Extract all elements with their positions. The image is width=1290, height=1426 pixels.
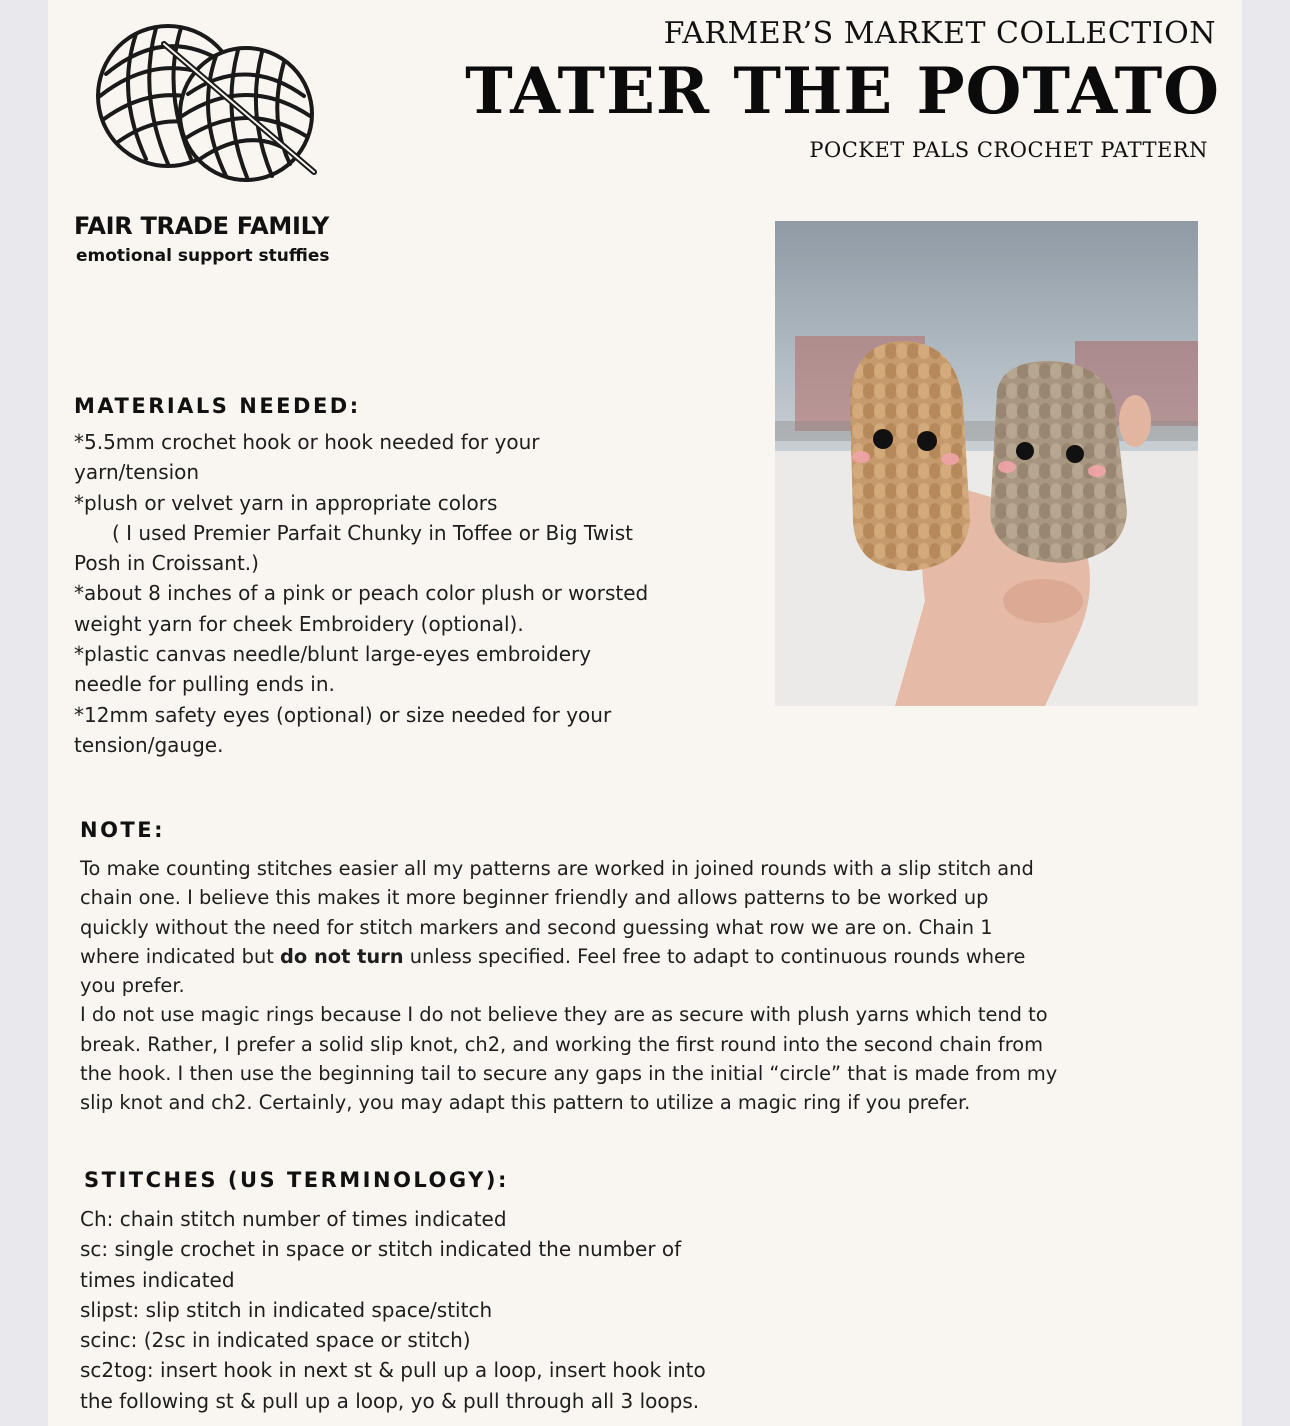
note-line: quickly without the need for stitch markers and second guessing what row we are on. Chain 1 — [80, 915, 993, 939]
list-item: Ch: chain stitch number of times indicated — [80, 1207, 507, 1231]
stitches-list — [80, 1204, 706, 1416]
list-item: times indicated — [80, 1267, 235, 1292]
note-line: slip knot and ch2. Certainly, you may adapt this pattern to utilize a magic ring if you prefer. — [80, 1091, 971, 1115]
collection-label: FARMER’S MARKET COLLECTION — [663, 16, 1216, 51]
note-text: unless specified. Feel free to adapt to continuous rounds where — [403, 944, 1026, 968]
list-item: sc2tog: insert hook in next st & pull up a loop, insert hook into — [80, 1358, 706, 1383]
list-item: sc: single crochet in space or stitch indicated the number of — [80, 1237, 682, 1262]
list-item: *12mm safety eyes (optional) or size needed for your — [74, 702, 612, 727]
note-line: I do not use magic rings because I do not believe they are as secure with plush yarns which tend to — [80, 1003, 1048, 1027]
yarn-ball-logo — [76, 4, 336, 204]
note-line: you prefer. — [80, 974, 185, 998]
list-item: weight yarn for cheek Embroidery (optional). — [74, 611, 524, 636]
list-item: scinc: (2sc in indicated space or stitch) — [80, 1328, 471, 1353]
note-line: the hook. I then use the beginning tail to secure any gaps in the initial “circle” that is made from my — [80, 1062, 1058, 1086]
stitches-heading: STITCHES (US TERMINOLOGY): — [84, 1168, 509, 1192]
list-item: the following st & pull up a loop, yo & pull through all 3 loops. — [80, 1388, 700, 1413]
brand-tagline: emotional support stuffies — [76, 246, 330, 266]
page-subtitle: POCKET PALS CROCHET PATTERN — [809, 138, 1208, 162]
note-line: break. Rather, I prefer a solid slip knot, ch2, and working the first round into the second chain from — [80, 1032, 1043, 1056]
materials-heading: MATERIALS NEEDED: — [74, 394, 361, 418]
list-item: *plastic canvas needle/blunt large-eyes embroidery — [74, 642, 592, 667]
note-body — [80, 854, 1057, 1118]
list-item: ( I used Premier Parfait Chunky in Toffee or Big Twist — [112, 520, 633, 545]
list-item: slipst: slip stitch in indicated space/stitch — [80, 1297, 493, 1322]
brand-name: FAIR TRADE FAMILY — [74, 212, 329, 240]
note-emphasis: do not turn — [280, 944, 404, 968]
note-line: To make counting stitches easier all my patterns are worked in joined rounds with a slip stitch and — [80, 857, 1034, 880]
list-item: *5.5mm crochet hook or hook needed for your — [74, 430, 540, 454]
note-text: where indicated but — [80, 944, 281, 968]
list-item: *about 8 inches of a pink or peach color plush or worsted — [74, 581, 649, 606]
list-item: *plush or velvet yarn in appropriate colors — [74, 490, 498, 515]
note-heading: NOTE: — [80, 818, 165, 842]
note-line: chain one. I believe this makes it more beginner friendly and allows patterns to be worked up — [80, 886, 989, 910]
page-title: TATER THE POTATO — [465, 54, 1220, 129]
materials-list — [74, 427, 648, 760]
list-item: yarn/tension — [74, 460, 200, 485]
pattern-page — [48, 0, 1242, 1426]
list-item: tension/gauge. — [74, 732, 224, 757]
crochet-potatoes-photo — [775, 221, 1198, 706]
list-item: Posh in Croissant.) — [74, 551, 259, 576]
list-item: needle for pulling ends in. — [74, 672, 335, 697]
note-line — [80, 942, 1057, 971]
